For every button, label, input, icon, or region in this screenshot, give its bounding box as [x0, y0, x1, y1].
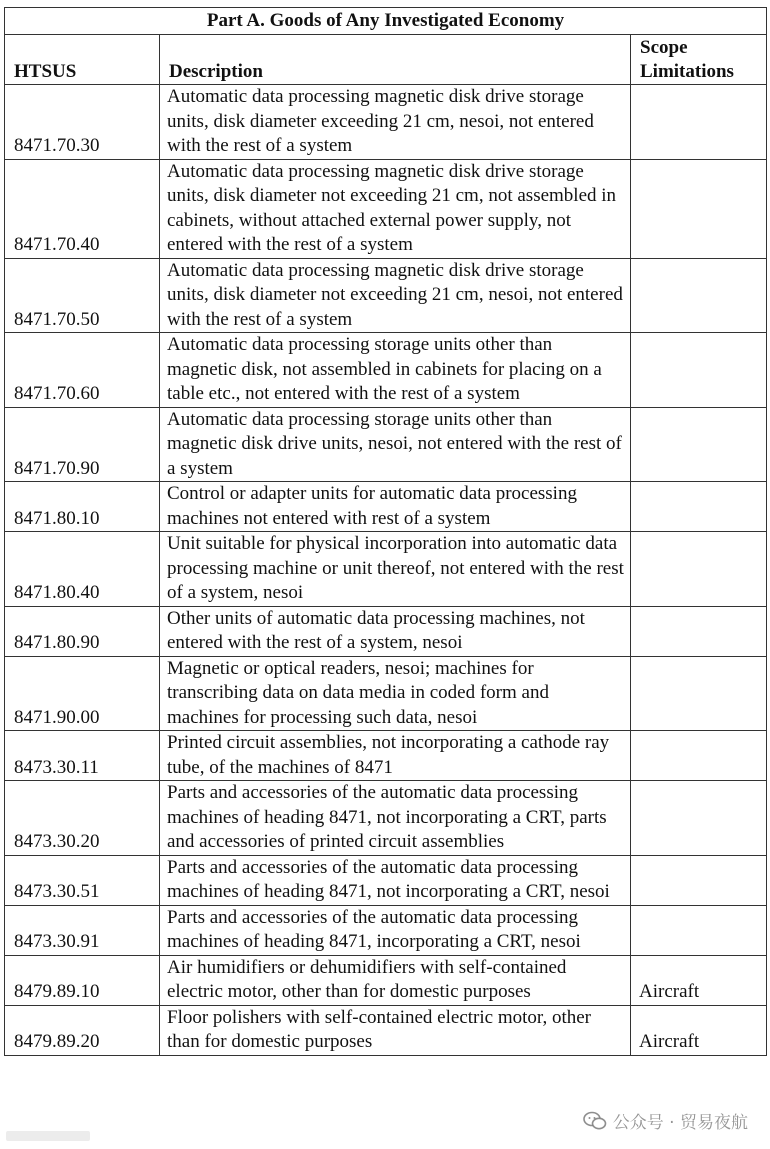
- description-cell: Automatic data processing storage units other than magnetic disk, not assembled in cabinets for placing on a table etc., not entered with the rest of a system: [160, 333, 631, 408]
- description-cell: Other units of automatic data processing machines, not entered with the rest of a system, nesoi: [160, 606, 631, 656]
- description-cell: Parts and accessories of the automatic data processing machines of heading 8471, incorporating a CRT, nesoi: [160, 905, 631, 955]
- htsus-code: 8471.90.00: [5, 656, 160, 731]
- description-cell: Parts and accessories of the automatic data processing machines of heading 8471, not incorporating a CRT, nesoi: [160, 855, 631, 905]
- table-row: [5, 955, 767, 1005]
- htsus-code: 8471.70.50: [5, 258, 160, 333]
- scope-limitation-cell: Aircraft: [631, 955, 767, 1005]
- table-row: [5, 731, 767, 781]
- table-row: [5, 333, 767, 408]
- scope-limitation-cell: [631, 333, 767, 408]
- header-description: Description: [160, 35, 631, 85]
- description-cell: Automatic data processing magnetic disk drive storage units, disk diameter not exceeding 21 cm, not assembled in cabinets, without attached external power supply, not entered with the rest of a system: [160, 159, 631, 258]
- table-row: [5, 1005, 767, 1055]
- htsus-code: 8471.80.10: [5, 482, 160, 532]
- watermark: [583, 1108, 748, 1133]
- description-cell: Parts and accessories of the automatic data processing machines of heading 8471, not incorporating a CRT, parts and accessories of printed circuit assemblies: [160, 781, 631, 856]
- header-htsus: HTSUS: [5, 35, 160, 85]
- table-row: [5, 656, 767, 731]
- description-cell: Unit suitable for physical incorporation into automatic data processing machine or unit thereof, not entered with the rest of a system, nesoi: [160, 532, 631, 607]
- table-row: [5, 532, 767, 607]
- goods-table: [4, 7, 767, 1056]
- htsus-code: 8479.89.10: [5, 955, 160, 1005]
- htsus-code: 8473.30.51: [5, 855, 160, 905]
- htsus-code: 8471.70.60: [5, 333, 160, 408]
- table-row: [5, 855, 767, 905]
- watermark-text: 公众号 · 贸易夜航: [612, 1113, 748, 1133]
- scope-limitation-cell: [631, 905, 767, 955]
- description-cell: Air humidifiers or dehumidifiers with self-contained electric motor, other than for domestic purposes: [160, 955, 631, 1005]
- description-cell: Printed circuit assemblies, not incorporating a cathode ray tube, of the machines of 8471: [160, 731, 631, 781]
- scope-limitation-cell: [631, 781, 767, 856]
- table-row: [5, 482, 767, 532]
- table-row: [5, 85, 767, 160]
- scope-limitation-cell: [631, 656, 767, 731]
- htsus-code: 8471.70.40: [5, 159, 160, 258]
- htsus-code: 8471.70.90: [5, 407, 160, 482]
- scope-limitation-cell: [631, 731, 767, 781]
- scope-limitation-cell: [631, 85, 767, 160]
- table-row: [5, 407, 767, 482]
- htsus-code: 8471.80.90: [5, 606, 160, 656]
- scope-limitation-cell: Aircraft: [631, 1005, 767, 1055]
- htsus-code: 8471.80.40: [5, 532, 160, 607]
- scope-limitation-cell: [631, 855, 767, 905]
- htsus-code: 8473.30.20: [5, 781, 160, 856]
- description-cell: Magnetic or optical readers, nesoi; machines for transcribing data on data media in coded form and machines for processing such data, nesoi: [160, 656, 631, 731]
- htsus-code: 8479.89.20: [5, 1005, 160, 1055]
- table-title: Part A. Goods of Any Investigated Economy: [5, 8, 767, 35]
- scope-limitation-cell: [631, 159, 767, 258]
- description-cell: Automatic data processing storage units other than magnetic disk drive units, nesoi, not entered with the rest of a system: [160, 407, 631, 482]
- header-scope-limitations: Scope Limitations: [631, 35, 767, 85]
- description-cell: Automatic data processing magnetic disk drive storage units, disk diameter not exceeding 21 cm, nesoi, not entered with the rest of a system: [160, 258, 631, 333]
- description-cell: Floor polishers with self-contained electric motor, other than for domestic purposes: [160, 1005, 631, 1055]
- table-body: [5, 85, 767, 1056]
- corner-watermark-mark: [6, 1129, 94, 1143]
- htsus-code: 8473.30.91: [5, 905, 160, 955]
- wechat-logo-icon: [583, 1111, 607, 1131]
- table-row: [5, 905, 767, 955]
- scope-limitation-cell: [631, 258, 767, 333]
- table-row: [5, 159, 767, 258]
- table-row: [5, 781, 767, 856]
- htsus-code: 8471.70.30: [5, 85, 160, 160]
- table-row: [5, 258, 767, 333]
- scope-limitation-cell: [631, 482, 767, 532]
- table-row: [5, 606, 767, 656]
- htsus-code: 8473.30.11: [5, 731, 160, 781]
- description-cell: Control or adapter units for automatic data processing machines not entered with rest of a system: [160, 482, 631, 532]
- description-cell: Automatic data processing magnetic disk drive storage units, disk diameter exceeding 21 cm, nesoi, not entered with the rest of a system: [160, 85, 631, 160]
- scope-limitation-cell: [631, 606, 767, 656]
- scope-limitation-cell: [631, 532, 767, 607]
- scope-limitation-cell: [631, 407, 767, 482]
